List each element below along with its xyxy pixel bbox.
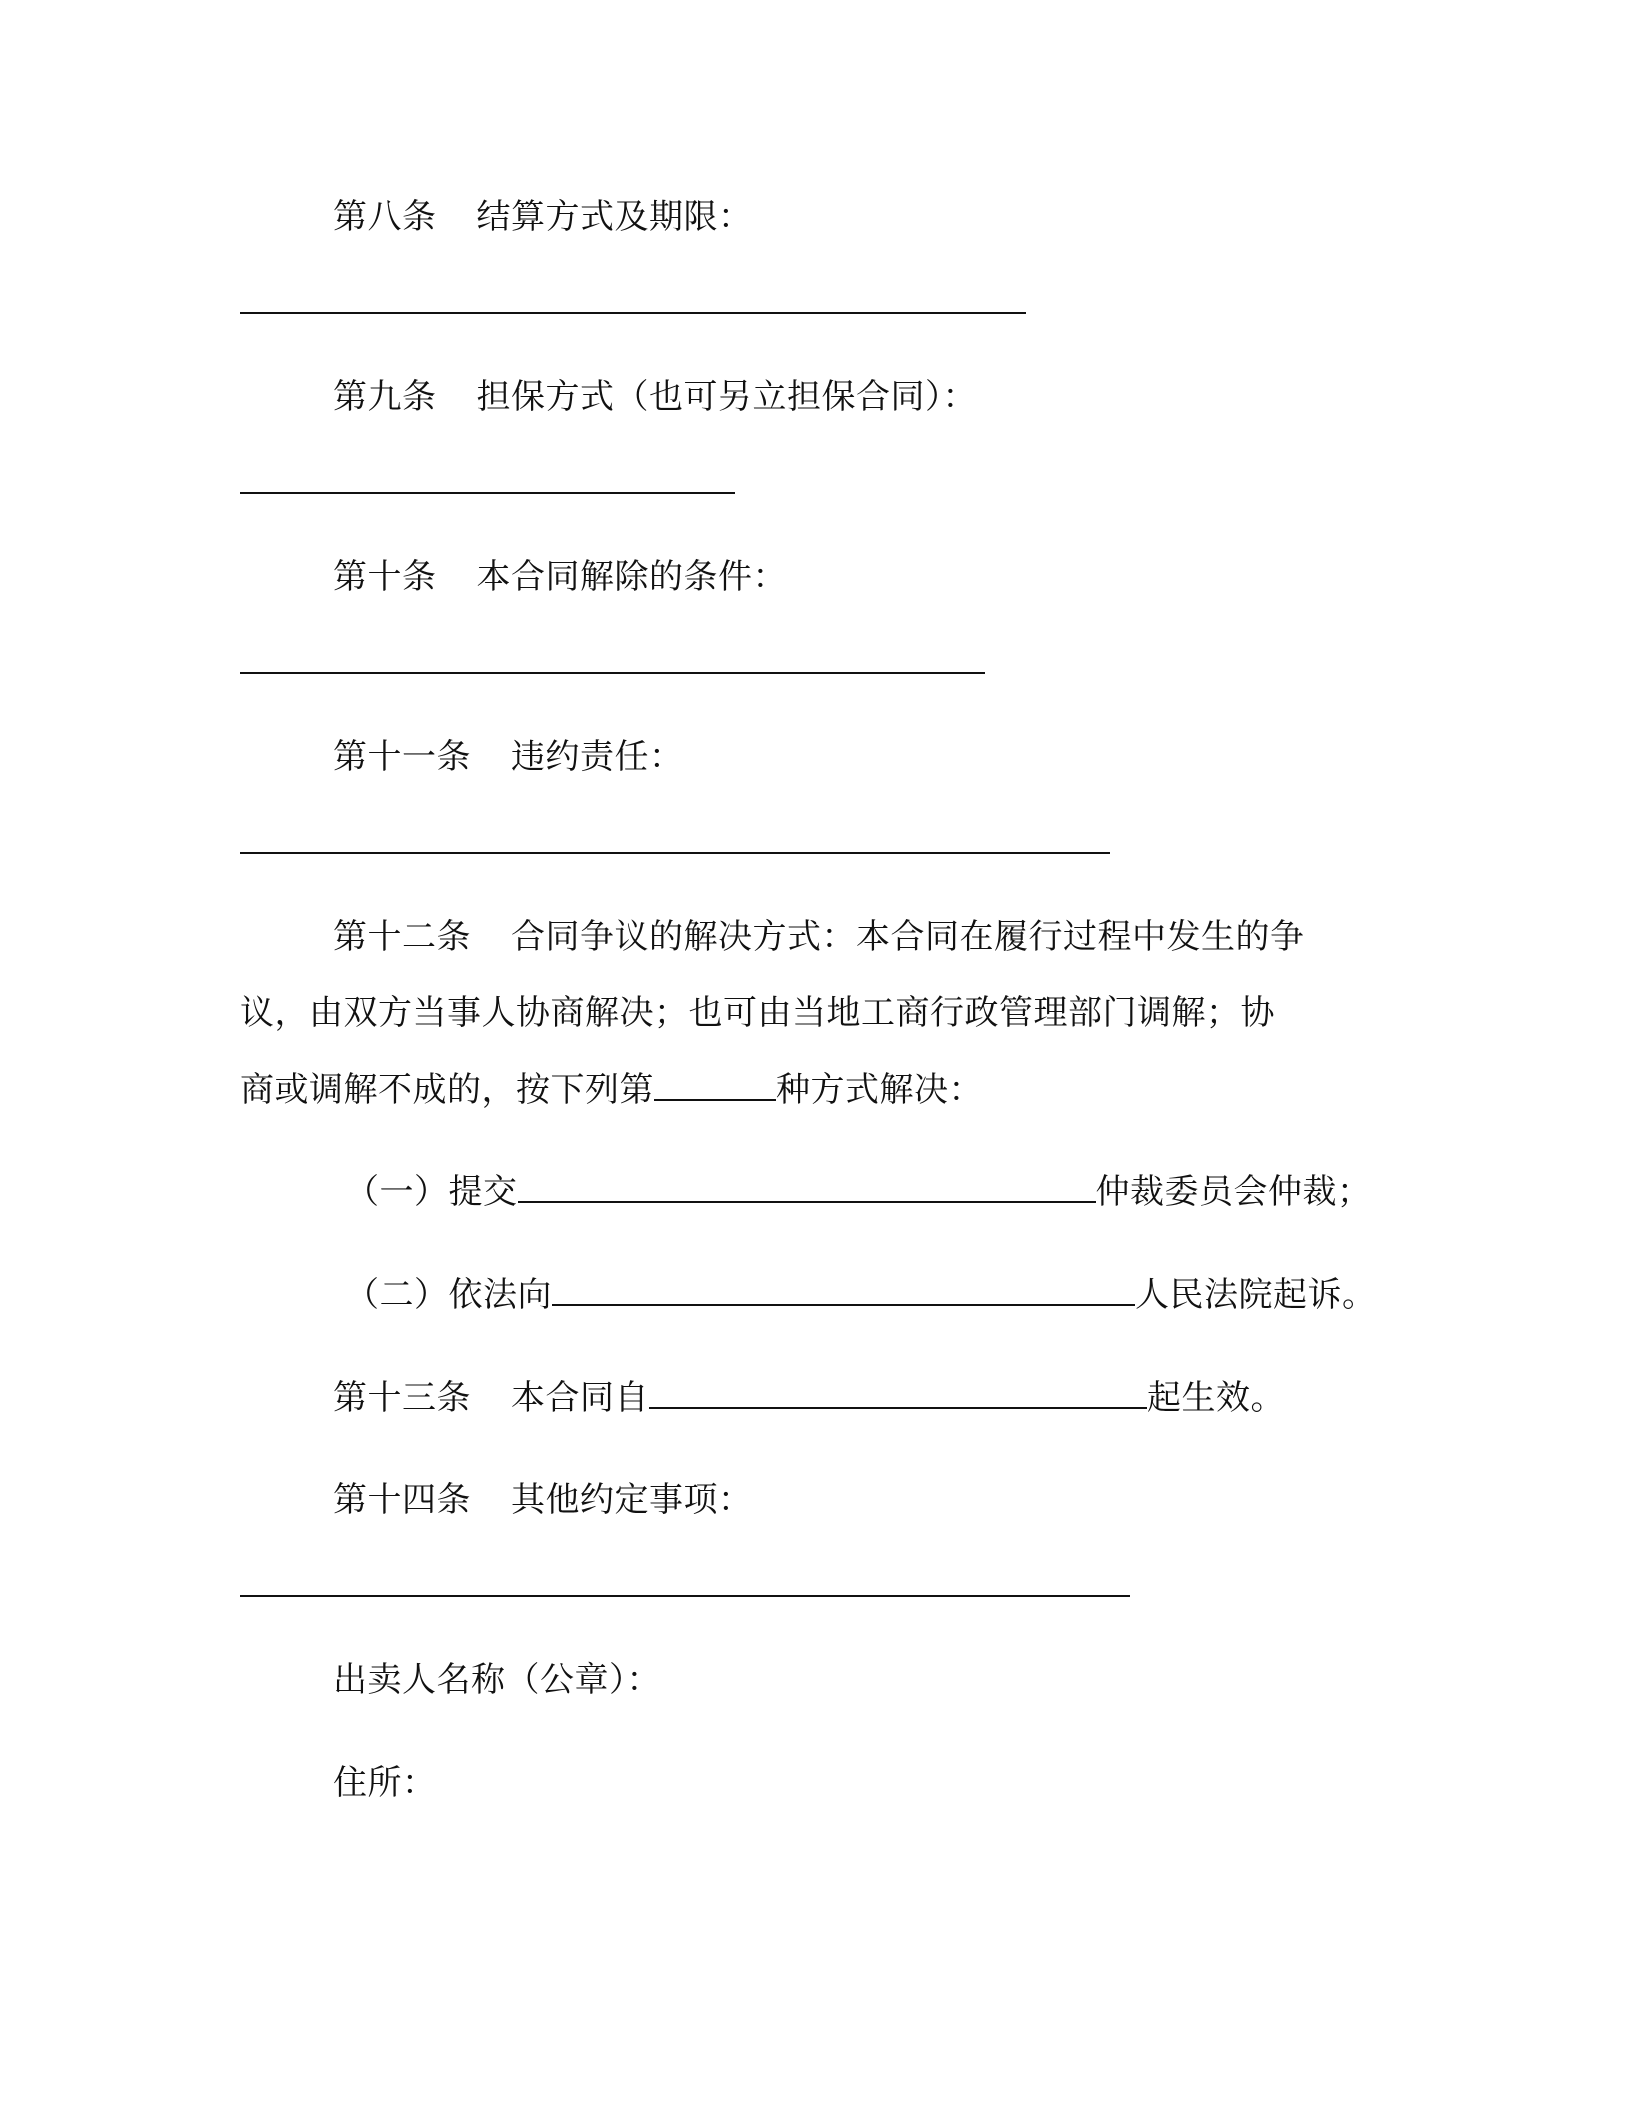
article-12-line-2: 议，由双方当事人协商解决；也可由当地工商行政管理部门调解；协 bbox=[240, 993, 1275, 1033]
article-13-blank bbox=[649, 1377, 1147, 1409]
article-13-before: 本合同自 bbox=[511, 1378, 649, 1418]
article-8-blank bbox=[240, 312, 1026, 314]
seller-name-label: 出卖人名称（公章）： bbox=[333, 1660, 661, 1700]
article-10-blank bbox=[240, 672, 985, 674]
article-14-blank bbox=[240, 1595, 1130, 1597]
option-1-prefix: （一）提交 bbox=[345, 1172, 518, 1212]
article-10-heading bbox=[333, 557, 787, 597]
article-12-number: 第十二条 bbox=[333, 917, 471, 957]
article-9-number: 第九条 bbox=[333, 377, 437, 417]
article-13-number: 第十三条 bbox=[333, 1378, 471, 1418]
article-11-number: 第十一条 bbox=[333, 737, 471, 777]
article-11-heading bbox=[333, 737, 684, 777]
article-12-line-3 bbox=[240, 1069, 983, 1110]
article-9-blank bbox=[240, 492, 735, 494]
article-11-blank bbox=[240, 852, 1110, 854]
article-8-number: 第八条 bbox=[333, 197, 437, 237]
article-11-title: 违约责任： bbox=[511, 737, 684, 777]
article-13 bbox=[333, 1377, 1285, 1418]
article-9-heading bbox=[333, 377, 977, 417]
article-12-text-3b: 种方式解决： bbox=[776, 1070, 983, 1110]
article-10-number: 第十条 bbox=[333, 557, 437, 597]
article-12-option-1 bbox=[345, 1171, 1372, 1212]
option-1-suffix: 仲裁委员会仲裁； bbox=[1095, 1172, 1372, 1212]
article-9-title: 担保方式（也可另立担保合同）： bbox=[476, 377, 977, 417]
option-2-blank bbox=[552, 1274, 1135, 1306]
article-14-number: 第十四条 bbox=[333, 1480, 471, 1520]
article-10-title: 本合同解除的条件： bbox=[476, 557, 787, 597]
article-12-option-2 bbox=[345, 1274, 1377, 1315]
address-label: 住所： bbox=[333, 1763, 437, 1803]
article-8-title: 结算方式及期限： bbox=[476, 197, 753, 237]
article-13-after: 起生效。 bbox=[1147, 1378, 1285, 1418]
option-2-prefix: （二）依法向 bbox=[345, 1275, 552, 1315]
article-12-text-3a: 商或调解不成的，按下列第 bbox=[240, 1070, 654, 1110]
option-2-suffix: 人民法院起诉。 bbox=[1135, 1275, 1377, 1315]
article-14-title: 其他约定事项： bbox=[511, 1480, 753, 1520]
article-12-text-1: 合同争议的解决方式：本合同在履行过程中发生的争 bbox=[511, 917, 1305, 957]
option-1-blank bbox=[518, 1171, 1096, 1203]
article-8-heading bbox=[333, 197, 753, 237]
article-12-line-1 bbox=[333, 917, 1305, 957]
article-12-method-blank bbox=[654, 1069, 776, 1101]
article-14-heading bbox=[333, 1480, 753, 1520]
